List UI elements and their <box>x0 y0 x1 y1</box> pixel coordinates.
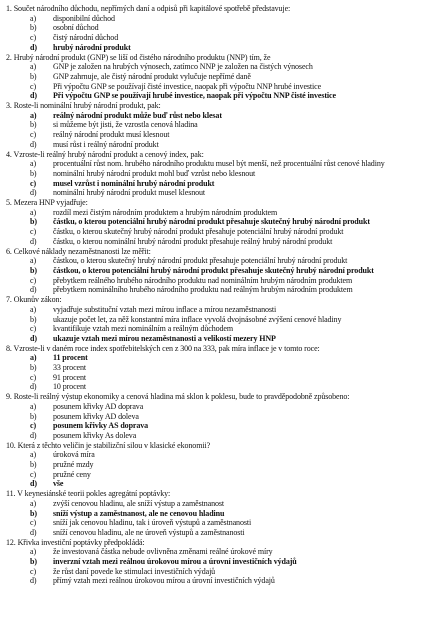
option-text: 33 procent <box>53 363 86 373</box>
question-text: 11. V keynesiánské teorii pokles agregátní poptávky: <box>6 489 171 499</box>
option-letter: a) <box>30 401 37 411</box>
answer-option <box>6 169 426 179</box>
option-text: Při výpočtu GNP se používají čisté investice, naopak při výpočtu NNP hrubé investice <box>53 81 322 91</box>
option-text: posunem křivky AD doprava <box>53 401 144 411</box>
option-text: sníží cenovou hladinu, ale ne úroveň výstupů a zaměstnanosti <box>53 527 245 537</box>
option-letter: b) <box>30 217 37 227</box>
answer-option <box>6 14 426 24</box>
option-letter: b) <box>30 71 37 81</box>
option-letter: c) <box>30 372 37 382</box>
answer-option <box>6 431 426 441</box>
option-letter: c) <box>30 421 37 431</box>
option-letter: b) <box>30 411 37 421</box>
question-11 <box>6 489 426 538</box>
answer-option <box>6 363 426 373</box>
option-text: sníží jak cenovou hladinu, tak i úroveň výstupů a zaměstnanosti <box>53 518 252 528</box>
option-text: disponibilní důchod <box>53 13 115 23</box>
option-text: pružné ceny <box>53 469 91 479</box>
option-letter: a) <box>30 256 37 266</box>
option-text: že investovaná částka nebude ovlivněna změnami reálné úrokové míry <box>53 547 273 557</box>
option-text: hrubý národní produkt <box>53 42 131 52</box>
option-letter: a) <box>30 304 37 314</box>
answer-option <box>6 130 426 140</box>
option-letter: b) <box>30 460 37 470</box>
option-letter: c) <box>30 566 37 576</box>
answer-option <box>6 285 426 295</box>
option-letter: b) <box>30 168 37 178</box>
answer-option <box>6 82 426 92</box>
option-text: 10 procent <box>53 382 86 392</box>
question-2 <box>6 53 426 102</box>
answer-option <box>6 237 426 247</box>
answer-option <box>6 62 426 72</box>
option-letter: b) <box>30 314 37 324</box>
option-letter: d) <box>30 333 37 343</box>
answer-option <box>6 450 426 460</box>
answer-option <box>6 23 426 33</box>
option-letter: d) <box>30 91 37 101</box>
option-letter: d) <box>30 382 37 392</box>
answer-option <box>6 547 426 557</box>
option-letter: c) <box>30 518 37 528</box>
option-text: GNP je založen na hrubých výnosech, zatímco NNP je založen na čistých výnosech <box>53 62 313 72</box>
answer-option <box>6 33 426 43</box>
option-letter: c) <box>30 130 37 140</box>
answer-option <box>6 334 426 344</box>
option-letter: a) <box>30 498 37 508</box>
answer-option <box>6 305 426 315</box>
option-text: částku, o kterou skutečný hrubý národní produkt přesahuje potenciální hrubý národní produkt <box>53 227 344 237</box>
option-text: ukazuje počet let, za něž konstantní míra inflace vyvolá dvojnásobné zvýšení cenové hladiny <box>53 314 342 324</box>
option-letter: b) <box>30 508 37 518</box>
option-text: částkou, o kterou potenciální hrubý národní produkt přesahuje skutečný hrubý národní produkt <box>53 265 374 275</box>
question-12 <box>6 538 426 587</box>
answer-option <box>6 188 426 198</box>
option-text: vyjadřuje substituční vztah mezi mírou inflace a mírou nezaměstnanosti <box>53 304 277 314</box>
option-letter: a) <box>30 207 37 217</box>
answer-option <box>6 120 426 130</box>
answer-option <box>6 256 426 266</box>
answer-option <box>6 412 426 422</box>
option-letter: c) <box>30 324 37 334</box>
option-text: reálný národní produkt může buď růst nebo klesat <box>53 110 222 120</box>
option-letter: b) <box>30 23 37 33</box>
option-letter: c) <box>30 178 37 188</box>
question-5 <box>6 198 426 247</box>
answer-option <box>6 91 426 101</box>
question-text: 9. Roste-li reálný výstup ekonomiky a cenová hladina má sklon k poklesu, bude to pravděpodobně způsobeno: <box>6 392 350 402</box>
option-letter: a) <box>30 110 37 120</box>
option-letter: a) <box>30 353 37 363</box>
option-text: částkou, o kterou skutečný hrubý národní produkt přesahuje potenciální hrubý národní produkt <box>53 256 348 266</box>
option-letter: d) <box>30 139 37 149</box>
option-letter: d) <box>30 479 37 489</box>
question-6 <box>6 247 426 296</box>
option-text: 91 procent <box>53 372 86 382</box>
option-text: GNP zahrnuje, ale čistý národní produkt vylučuje nepřímé daně <box>53 71 251 81</box>
answer-option <box>6 266 426 276</box>
option-letter: a) <box>30 13 37 23</box>
option-text: zvýší cenovou hladinu, ale sníží výstup a zaměstnanost <box>53 498 225 508</box>
question-text: 2. Hrubý národní produkt (GNP) se liší od čistého národního produktu (NNP) tím, že <box>6 52 271 62</box>
option-text: čistý národní důchod <box>53 33 119 43</box>
option-letter: b) <box>30 363 37 373</box>
option-text: musel vzrůst i nominální hrubý národní produkt <box>53 178 215 188</box>
question-text: 6. Celkové náklady nezaměstnanosti lze měřit: <box>6 246 151 256</box>
option-text: pružné mzdy <box>53 460 94 470</box>
option-letter: a) <box>30 159 37 169</box>
option-letter: c) <box>30 227 37 237</box>
question-text: 4. Vzroste-li reálný hrubý národní produkt a cenový index, pak: <box>6 149 204 159</box>
option-letter: d) <box>30 527 37 537</box>
answer-option <box>6 43 426 53</box>
option-letter: d) <box>30 188 37 198</box>
option-letter: c) <box>30 469 37 479</box>
option-letter: a) <box>30 62 37 72</box>
option-text: že růst daní povede ke stimulaci investičních výdajů <box>53 566 216 576</box>
option-text: inverzní vztah mezi reálnou úrokovou mírou a úrovní investičních výdajů <box>53 557 297 567</box>
answer-option <box>6 421 426 431</box>
answer-option <box>6 479 426 489</box>
answer-option <box>6 460 426 470</box>
option-text: úroková míra <box>53 450 95 460</box>
option-text: nominální hrubý národní produkt musel klesnout <box>53 188 206 198</box>
answer-option <box>6 576 426 586</box>
answer-option <box>6 208 426 218</box>
answer-option <box>6 227 426 237</box>
option-text: si můžeme být jisti, že vzrostla cenová hladina <box>53 120 198 130</box>
option-text: procentuální růst nom. hrubého národního produktu musel být menší, než procentuální růst cenové hladiny <box>53 159 385 169</box>
answer-option <box>6 179 426 189</box>
option-text: posunem křivky AS doprava <box>53 421 149 431</box>
option-text: Při výpočtu GNP se používají hrubé investice, naopak při výpočtu NNP čisté investice <box>53 91 336 101</box>
question-text: 3. Roste-li nominální hrubý národní produkt, pak: <box>6 101 161 111</box>
answer-option <box>6 470 426 480</box>
answer-option <box>6 528 426 538</box>
question-10 <box>6 441 426 490</box>
answer-option <box>6 315 426 325</box>
answer-option <box>6 557 426 567</box>
option-text: přímý vztah mezi reálnou úrokovou mírou a úrovní investičních výdajů <box>53 576 275 586</box>
option-letter: d) <box>30 236 37 246</box>
answer-option <box>6 509 426 519</box>
option-text: částku, o kterou nominální hrubý národní produkt přesahuje reálný hrubý národní produkt <box>53 236 333 246</box>
question-9 <box>6 392 426 441</box>
option-letter: c) <box>30 81 37 91</box>
question-text: 10. Která z těchto veličin je stabilizční silou v klasické ekonomii? <box>6 440 211 450</box>
option-text: osobní důchod <box>53 23 99 33</box>
option-letter: b) <box>30 120 37 130</box>
option-text: ukazuje vztah mezi mírou nezaměstnanosti a velikostí mezery HNP <box>53 333 276 343</box>
option-text: sníží výstup a zaměstnanost, ale ne cenovou hladinu <box>53 508 225 518</box>
question-text: 7. Okunův zákon: <box>6 295 62 305</box>
answer-option <box>6 276 426 286</box>
option-letter: b) <box>30 265 37 275</box>
question-text: 8. Vzroste-li v daném roce index spotřebitelských cen z 300 na 333, pak míra inflace je v tomto roce: <box>6 343 320 353</box>
answer-option <box>6 159 426 169</box>
option-text: musí růst i reálný národní produkt <box>53 139 159 149</box>
answer-option <box>6 140 426 150</box>
option-text: kvantifikuje vztah mezi nominálním a reálným důchodem <box>53 324 233 334</box>
option-text: 11 procent <box>53 353 88 363</box>
option-letter: c) <box>30 275 37 285</box>
question-1 <box>6 4 426 53</box>
answer-option <box>6 353 426 363</box>
answer-option <box>6 499 426 509</box>
option-text: rozdíl mezi čistým národním produktem a hrubým národním produktem <box>53 207 278 217</box>
option-text: přebytkem reálného hrubého národního produktu nad nominálním hrubým národním produktem <box>53 275 353 285</box>
option-letter: d) <box>30 430 37 440</box>
answer-option <box>6 518 426 528</box>
option-letter: b) <box>30 557 37 567</box>
option-letter: a) <box>30 547 37 557</box>
option-letter: a) <box>30 450 37 460</box>
option-letter: d) <box>30 576 37 586</box>
answer-option <box>6 217 426 227</box>
option-text: vše <box>53 479 64 489</box>
option-text: přebytkem nominálního hrubého národního produktu nad reálným hrubým národním produktem <box>53 285 353 295</box>
question-3 <box>6 101 426 150</box>
option-text: posunem křivky As doleva <box>53 430 137 440</box>
question-8 <box>6 344 426 393</box>
answer-option <box>6 72 426 82</box>
option-text: částku, o kterou potenciální hrubý národní produkt přesahuje skutečný hrubý národní produkt <box>53 217 370 227</box>
answer-option <box>6 382 426 392</box>
answer-option <box>6 111 426 121</box>
answer-option <box>6 324 426 334</box>
question-4 <box>6 150 426 199</box>
answer-option <box>6 567 426 577</box>
option-text: posunem křivky AD doleva <box>53 411 139 421</box>
question-text: 1. Součet národního důchodu, nepřímých daní a odpisů při kapitálové spotřebě představuje: <box>6 4 291 13</box>
answer-option <box>6 402 426 412</box>
option-letter: c) <box>30 33 37 43</box>
option-text: reálný národní produkt musí klesnout <box>53 130 170 140</box>
option-letter: d) <box>30 285 37 295</box>
question-text: 5. Mezera HNP vyjadřuje: <box>6 198 88 208</box>
option-letter: d) <box>30 42 37 52</box>
answer-option <box>6 373 426 383</box>
option-text: nominální hrubý národní produkt mohl buď vzrůst nebo klesnout <box>53 168 256 178</box>
question-7 <box>6 295 426 344</box>
question-text: 12. Křivka investiční poptávky předpokládá: <box>6 537 145 547</box>
